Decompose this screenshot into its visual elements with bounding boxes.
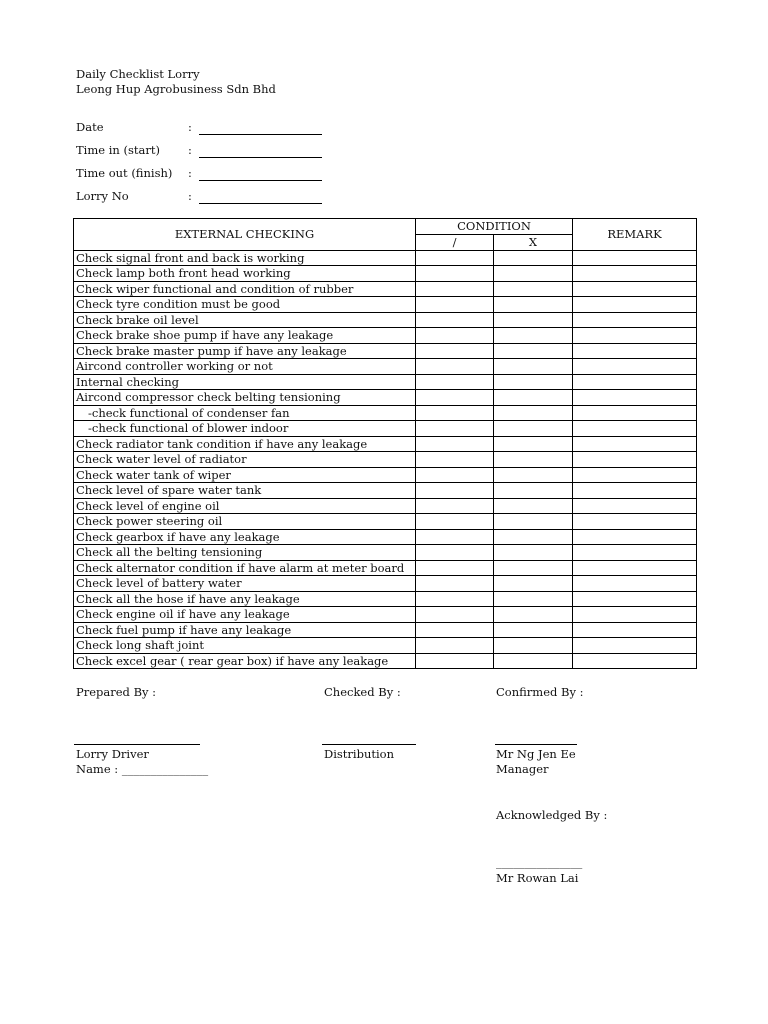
checklist-item-label: Check water tank of wiper: [74, 467, 416, 483]
distribution-label: Distribution: [324, 747, 394, 761]
condition-ok-cell[interactable]: [416, 374, 494, 390]
condition-ok-cell[interactable]: [416, 514, 494, 530]
remark-cell[interactable]: [573, 498, 697, 514]
time-out-colon: :: [188, 166, 192, 180]
checklist-row: [74, 498, 697, 514]
manager-signature-line[interactable]: [495, 744, 577, 745]
external-checking-header: EXTERNAL CHECKING: [74, 219, 416, 251]
document-title: Daily Checklist Lorry: [76, 67, 200, 81]
checklist-item-label: -check functional of condenser fan: [74, 405, 416, 421]
checklist-item-label: Check brake oil level: [74, 312, 416, 328]
checklist-row: [74, 560, 697, 576]
prepared-by-label: Prepared By :: [76, 685, 157, 699]
remark-cell[interactable]: [573, 607, 697, 623]
acknowledged-by-label: Acknowledged By :: [496, 808, 608, 822]
condition-ok-cell[interactable]: [416, 467, 494, 483]
remark-cell[interactable]: [573, 514, 697, 530]
remark-cell[interactable]: [573, 297, 697, 313]
time-out-field[interactable]: [199, 180, 322, 181]
checklist-row: [74, 297, 697, 313]
remark-cell[interactable]: [573, 281, 697, 297]
checklist-row: [74, 281, 697, 297]
checklist-item-label: Check lamp both front head working: [74, 266, 416, 282]
remark-cell[interactable]: [573, 250, 697, 266]
checklist-item-label: Check wiper functional and condition of rubber: [74, 281, 416, 297]
remark-cell[interactable]: [573, 421, 697, 437]
lorry-driver-label: Lorry Driver: [76, 747, 149, 761]
condition-x-cell[interactable]: [494, 452, 573, 468]
remark-cell[interactable]: [573, 328, 697, 344]
remark-cell[interactable]: [573, 545, 697, 561]
condition-x-cell[interactable]: [494, 576, 573, 592]
checklist-item-label: Check level of battery water: [74, 576, 416, 592]
time-in-colon: :: [188, 143, 192, 157]
condition-header: CONDITION: [416, 219, 573, 235]
remark-header: REMARK: [573, 219, 697, 251]
condition-x-cell[interactable]: [494, 359, 573, 375]
checklist-row: [74, 622, 697, 638]
condition-ok-cell[interactable]: [416, 622, 494, 638]
condition-ok-cell[interactable]: [416, 421, 494, 437]
checklist-row: [74, 390, 697, 406]
checklist-item-label: Aircond compressor check belting tensioning: [74, 390, 416, 406]
remark-cell[interactable]: [573, 483, 697, 499]
condition-ok-cell[interactable]: [416, 607, 494, 623]
condition-x-cell[interactable]: [494, 266, 573, 282]
condition-ok-cell[interactable]: [416, 328, 494, 344]
remark-cell[interactable]: [573, 390, 697, 406]
condition-x-cell[interactable]: [494, 312, 573, 328]
remark-cell[interactable]: [573, 266, 697, 282]
condition-x-cell[interactable]: [494, 622, 573, 638]
condition-ok-cell[interactable]: [416, 343, 494, 359]
condition-x-cell[interactable]: [494, 591, 573, 607]
remark-cell[interactable]: [573, 591, 697, 607]
checklist-item-label: Check level of engine oil: [74, 498, 416, 514]
checklist-item-label: Aircond controller working or not: [74, 359, 416, 375]
checklist-row: [74, 591, 697, 607]
remark-cell[interactable]: [573, 576, 697, 592]
lorry-no-label: Lorry No: [76, 189, 129, 203]
checklist-item-label: Check long shaft joint: [74, 638, 416, 654]
condition-x-cell[interactable]: [494, 328, 573, 344]
checklist-row: [74, 576, 697, 592]
checklist-row: [74, 421, 697, 437]
condition-ok-header: /: [416, 235, 494, 251]
condition-ok-cell[interactable]: [416, 498, 494, 514]
condition-ok-cell[interactable]: [416, 529, 494, 545]
driver-signature-line[interactable]: [74, 744, 200, 745]
condition-x-header: X: [494, 235, 573, 251]
checklist-row: [74, 545, 697, 561]
condition-x-cell[interactable]: [494, 653, 573, 669]
lorry-no-colon: :: [188, 189, 192, 203]
checklist-item-label: Check engine oil if have any leakage: [74, 607, 416, 623]
condition-x-cell[interactable]: [494, 250, 573, 266]
time-in-label: Time in (start): [76, 143, 160, 157]
remark-cell[interactable]: [573, 467, 697, 483]
date-label: Date: [76, 120, 104, 134]
condition-x-cell[interactable]: [494, 467, 573, 483]
checked-by-label: Checked By :: [324, 685, 401, 699]
checklist-item-label: Check radiator tank condition if have any leakage: [74, 436, 416, 452]
lorry-no-field[interactable]: [199, 203, 322, 204]
condition-x-cell[interactable]: [494, 483, 573, 499]
condition-x-cell[interactable]: [494, 374, 573, 390]
checklist-item-label: Check alternator condition if have alarm at meter board: [74, 560, 416, 576]
checklist-item-label: -check functional of blower indoor: [74, 421, 416, 437]
remark-cell[interactable]: [573, 560, 697, 576]
date-field[interactable]: [199, 134, 322, 135]
checklist-table: [73, 218, 697, 669]
remark-cell[interactable]: [573, 452, 697, 468]
condition-x-cell[interactable]: [494, 421, 573, 437]
checklist-row: [74, 514, 697, 530]
distribution-signature-line[interactable]: [322, 744, 416, 745]
checklist-item-label: Internal checking: [74, 374, 416, 390]
checklist-item-label: Check level of spare water tank: [74, 483, 416, 499]
condition-x-cell[interactable]: [494, 529, 573, 545]
condition-ok-cell[interactable]: [416, 359, 494, 375]
checklist-row: [74, 653, 697, 669]
condition-ok-cell[interactable]: [416, 452, 494, 468]
checklist-row: [74, 312, 697, 328]
condition-ok-cell[interactable]: [416, 483, 494, 499]
checklist-item-label: Check brake shoe pump if have any leakage: [74, 328, 416, 344]
checklist-row: [74, 250, 697, 266]
condition-x-cell[interactable]: [494, 638, 573, 654]
checklist-row: [74, 374, 697, 390]
condition-x-cell[interactable]: [494, 390, 573, 406]
manager-name: Mr Ng Jen Ee: [496, 747, 576, 761]
condition-ok-cell[interactable]: [416, 312, 494, 328]
remark-cell[interactable]: [573, 638, 697, 654]
checklist-item-label: Check gearbox if have any leakage: [74, 529, 416, 545]
condition-ok-cell[interactable]: [416, 281, 494, 297]
driver-name-field[interactable]: Name : _______________: [76, 762, 209, 776]
condition-ok-cell[interactable]: [416, 591, 494, 607]
checklist-row: [74, 638, 697, 654]
remark-cell[interactable]: [573, 312, 697, 328]
condition-ok-cell[interactable]: [416, 560, 494, 576]
checklist-row: [74, 607, 697, 623]
checklist-item-label: Check signal front and back is working: [74, 250, 416, 266]
checklist-item-label: Check water level of radiator: [74, 452, 416, 468]
condition-ok-cell[interactable]: [416, 297, 494, 313]
checklist-item-label: Check excel gear ( rear gear box) if have any leakage: [74, 653, 416, 669]
checklist-row: [74, 483, 697, 499]
ack-name: Mr Rowan Lai: [496, 871, 579, 885]
condition-ok-cell[interactable]: [416, 576, 494, 592]
company-name: Leong Hup Agrobusiness Sdn Bhd: [76, 82, 276, 96]
checklist-item-label: Check fuel pump if have any leakage: [74, 622, 416, 638]
confirmed-by-label: Confirmed By :: [496, 685, 584, 699]
remark-cell[interactable]: [573, 529, 697, 545]
condition-x-cell[interactable]: [494, 281, 573, 297]
condition-x-cell[interactable]: [494, 560, 573, 576]
remark-cell[interactable]: [573, 622, 697, 638]
remark-cell[interactable]: [573, 374, 697, 390]
ack-signature-line[interactable]: _______________: [496, 855, 583, 869]
condition-ok-cell[interactable]: [416, 436, 494, 452]
condition-x-cell[interactable]: [494, 607, 573, 623]
checklist-row: [74, 452, 697, 468]
remark-cell[interactable]: [573, 405, 697, 421]
remark-cell[interactable]: [573, 343, 697, 359]
date-colon: :: [188, 120, 192, 134]
checklist-item-label: Check brake master pump if have any leakage: [74, 343, 416, 359]
condition-ok-cell[interactable]: [416, 638, 494, 654]
condition-ok-cell[interactable]: [416, 250, 494, 266]
checklist-row: [74, 328, 697, 344]
condition-ok-cell[interactable]: [416, 545, 494, 561]
condition-x-cell[interactable]: [494, 297, 573, 313]
checklist-row: [74, 529, 697, 545]
checklist-item-label: Check tyre condition must be good: [74, 297, 416, 313]
condition-ok-cell[interactable]: [416, 405, 494, 421]
time-in-field[interactable]: [199, 157, 322, 158]
checklist-row: [74, 405, 697, 421]
checklist-row: [74, 343, 697, 359]
condition-x-cell[interactable]: [494, 405, 573, 421]
checklist-row: [74, 266, 697, 282]
checklist-row: [74, 436, 697, 452]
condition-x-cell[interactable]: [494, 498, 573, 514]
condition-ok-cell[interactable]: [416, 390, 494, 406]
checklist-item-label: Check all the hose if have any leakage: [74, 591, 416, 607]
checklist-row: [74, 359, 697, 375]
remark-cell[interactable]: [573, 436, 697, 452]
condition-x-cell[interactable]: [494, 343, 573, 359]
condition-ok-cell[interactable]: [416, 653, 494, 669]
checklist-row: [74, 467, 697, 483]
condition-x-cell[interactable]: [494, 514, 573, 530]
condition-ok-cell[interactable]: [416, 266, 494, 282]
time-out-label: Time out (finish): [76, 166, 173, 180]
condition-x-cell[interactable]: [494, 436, 573, 452]
checklist-item-label: Check all the belting tensioning: [74, 545, 416, 561]
condition-x-cell[interactable]: [494, 545, 573, 561]
manager-title: Manager: [496, 762, 549, 776]
remark-cell[interactable]: [573, 359, 697, 375]
checklist-item-label: Check power steering oil: [74, 514, 416, 530]
remark-cell[interactable]: [573, 653, 697, 669]
